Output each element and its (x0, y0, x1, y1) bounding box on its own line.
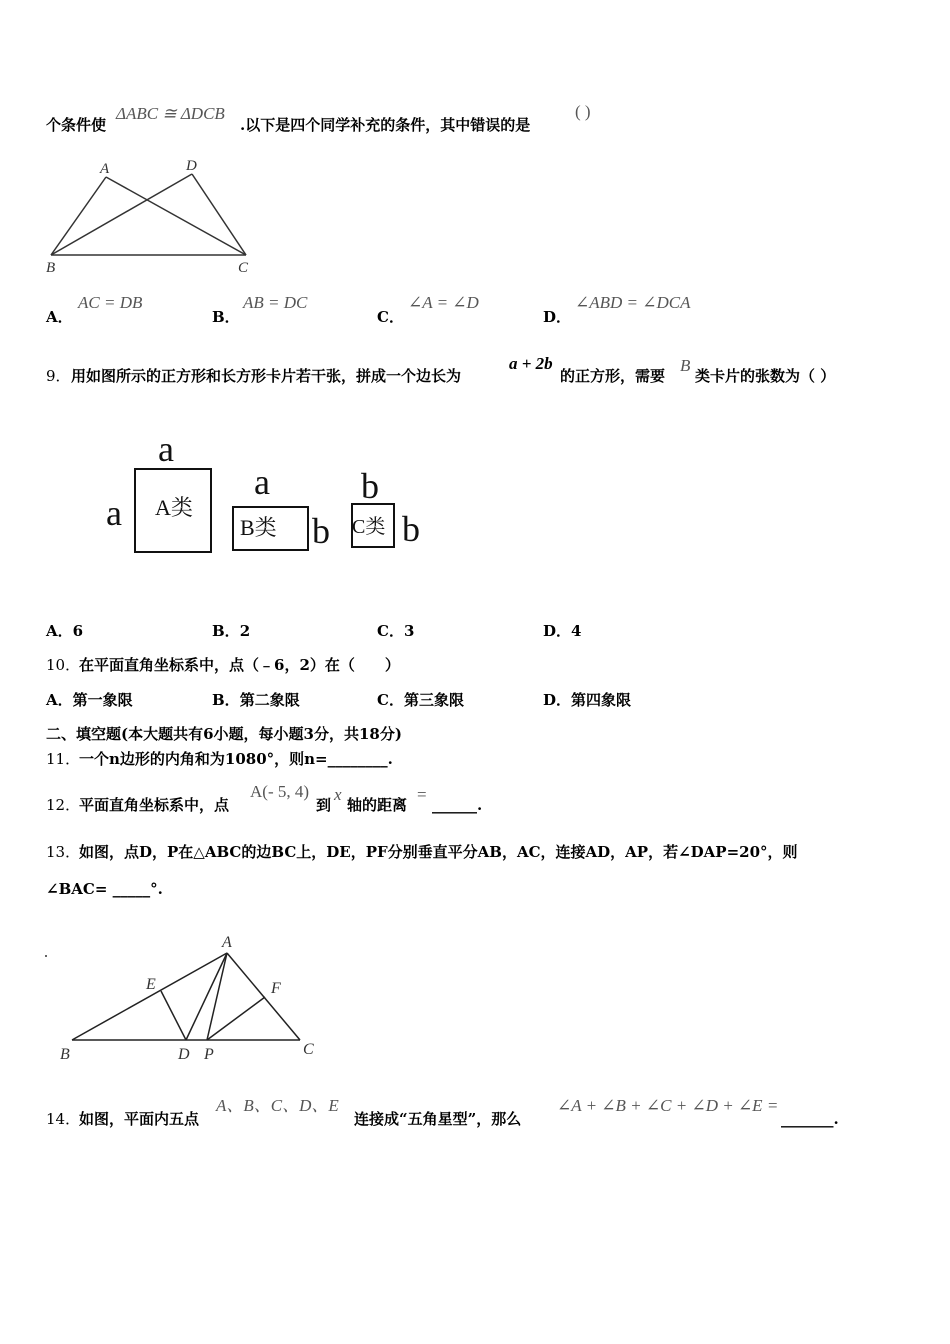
q11-stem: 一个n边形的内角和为1080°，则n=________. (79, 750, 393, 768)
q10-option-c: C．第三象限 (377, 691, 464, 709)
q9-card-b-top-label: a (254, 462, 270, 502)
q8-label-c: C (238, 260, 249, 276)
q10-option-b: B．第二象限 (212, 691, 300, 709)
q13-label-p: P (204, 1046, 214, 1063)
q10-stem: 在平面直角坐标系中，点（﹣6，2）在（ ） (79, 656, 400, 674)
q8-stem-prefix: 个条件使 (46, 116, 107, 134)
q8-stem-suffix: .以下是四个同学补充的条件，其中错误的是 (240, 116, 531, 134)
q13-label-a: A (222, 934, 232, 951)
q12-eq-math: = (417, 785, 427, 804)
section2-title: 二、填空题(本大题共有6小题，每小题3分，共18分) (46, 725, 402, 743)
q13-stem: 如图，点D，P在△ABC的边BC上，DE，PF分别垂直平分AB，AC，连接AD，AP，若∠DAP=20°，则 (79, 843, 798, 861)
q8-label-d: D (186, 158, 197, 174)
q13-number: 13． (46, 843, 81, 861)
q8-option-c-letter: C． (377, 308, 404, 326)
q9-card-b-name: B类 (240, 515, 277, 540)
q14-stem-part1: 如图，平面内五点 (79, 1110, 200, 1128)
q8-option-d-letter: D． (543, 308, 572, 326)
q13-segment-ba (72, 953, 227, 1040)
q9-side-math: a + 2b (509, 354, 553, 373)
q10-option-a: A．第一象限 (46, 691, 133, 709)
q9-option-b: B．2 (212, 622, 251, 640)
q13-segment-ad (186, 953, 227, 1040)
q9-cards-figure (100, 425, 440, 560)
q14-points-math: A、B、C、D、E (216, 1096, 339, 1115)
q9-stem-part1: 用如图所示的正方形和长方形卡片若干张，拼成一个边长为 (71, 367, 462, 385)
q13-stem-line2: ∠BAC= _____°. (46, 880, 163, 898)
q8-option-a-letter: A． (46, 308, 73, 326)
q12-stem-part3: 轴的距离 (347, 796, 408, 814)
q8-option-a-math: AC = DB (78, 293, 143, 312)
q10-number: 10． (46, 656, 81, 674)
q14-stem-part2: 连接成“五角星型”，那么 (354, 1110, 522, 1128)
q12-stem-part2: 到 (316, 796, 332, 814)
q12-number: 12． (46, 796, 81, 814)
q13-triangle-figure (40, 925, 330, 1070)
q9-card-c-top-label: b (361, 466, 379, 506)
q8-triangle-figure (40, 150, 270, 280)
q12-x-math: x (334, 785, 342, 804)
q8-answer-paren: ( ) (575, 102, 591, 121)
q9-card-a-name: A类 (155, 495, 193, 520)
q13-label-d: D (178, 1046, 190, 1063)
q8-segment-ac (106, 177, 246, 255)
q8-segment-ba (51, 177, 106, 255)
q13-label-e: E (146, 976, 156, 993)
q12-stem-part1: 平面直角坐标系中，点 (79, 796, 230, 814)
q9-stem-part2: 的正方形，需要 (560, 367, 666, 385)
q13-label-c: C (303, 1041, 314, 1058)
q8-option-d-math: ∠ABD = ∠DCA (575, 293, 691, 312)
q9-card-a-left-label: a (106, 493, 122, 533)
q9-number: 9． (46, 367, 71, 385)
q8-option-c-math: ∠A = ∠D (408, 293, 479, 312)
q8-segment-dc (192, 174, 246, 255)
q9-b-math: B (680, 356, 691, 375)
q9-option-a: A．6 (46, 622, 84, 640)
q8-option-b-letter: B． (212, 308, 240, 326)
q13-label-b: B (60, 1046, 70, 1063)
q8-label-a: A (100, 161, 110, 177)
q9-card-a-top-label: a (158, 429, 174, 469)
q14-answer-blank: _______. (781, 1110, 839, 1128)
q12-answer-blank: ______. (432, 796, 483, 814)
q14-number: 14． (46, 1110, 81, 1128)
q9-stem-part3: 类卡片的张数为（ ） (695, 367, 836, 385)
q14-angle-sum-math: ∠A + ∠B + ∠C + ∠D + ∠E = (557, 1096, 779, 1115)
q13-label-f: F (271, 980, 281, 997)
q9-option-c: C．3 (377, 622, 415, 640)
q8-option-b-math: AB = DC (243, 293, 308, 312)
q9-card-c-right-label: b (402, 509, 420, 549)
q13-stray-dot (45, 955, 47, 957)
q10-option-d: D．第四象限 (543, 691, 632, 709)
q12-point-math: A(- 5, 4) (250, 782, 310, 801)
q9-card-c-name: C类 (352, 516, 386, 538)
q11-number: 11． (46, 750, 81, 768)
q8-congruent-math: ΔABC ≅ ΔDCB (116, 104, 225, 123)
q13-segment-ed (161, 991, 186, 1040)
q9-card-b-right-label: b (312, 511, 330, 551)
q9-option-d: D．4 (543, 622, 582, 640)
q13-segment-ac (227, 953, 300, 1040)
q8-label-b: B (46, 260, 56, 276)
